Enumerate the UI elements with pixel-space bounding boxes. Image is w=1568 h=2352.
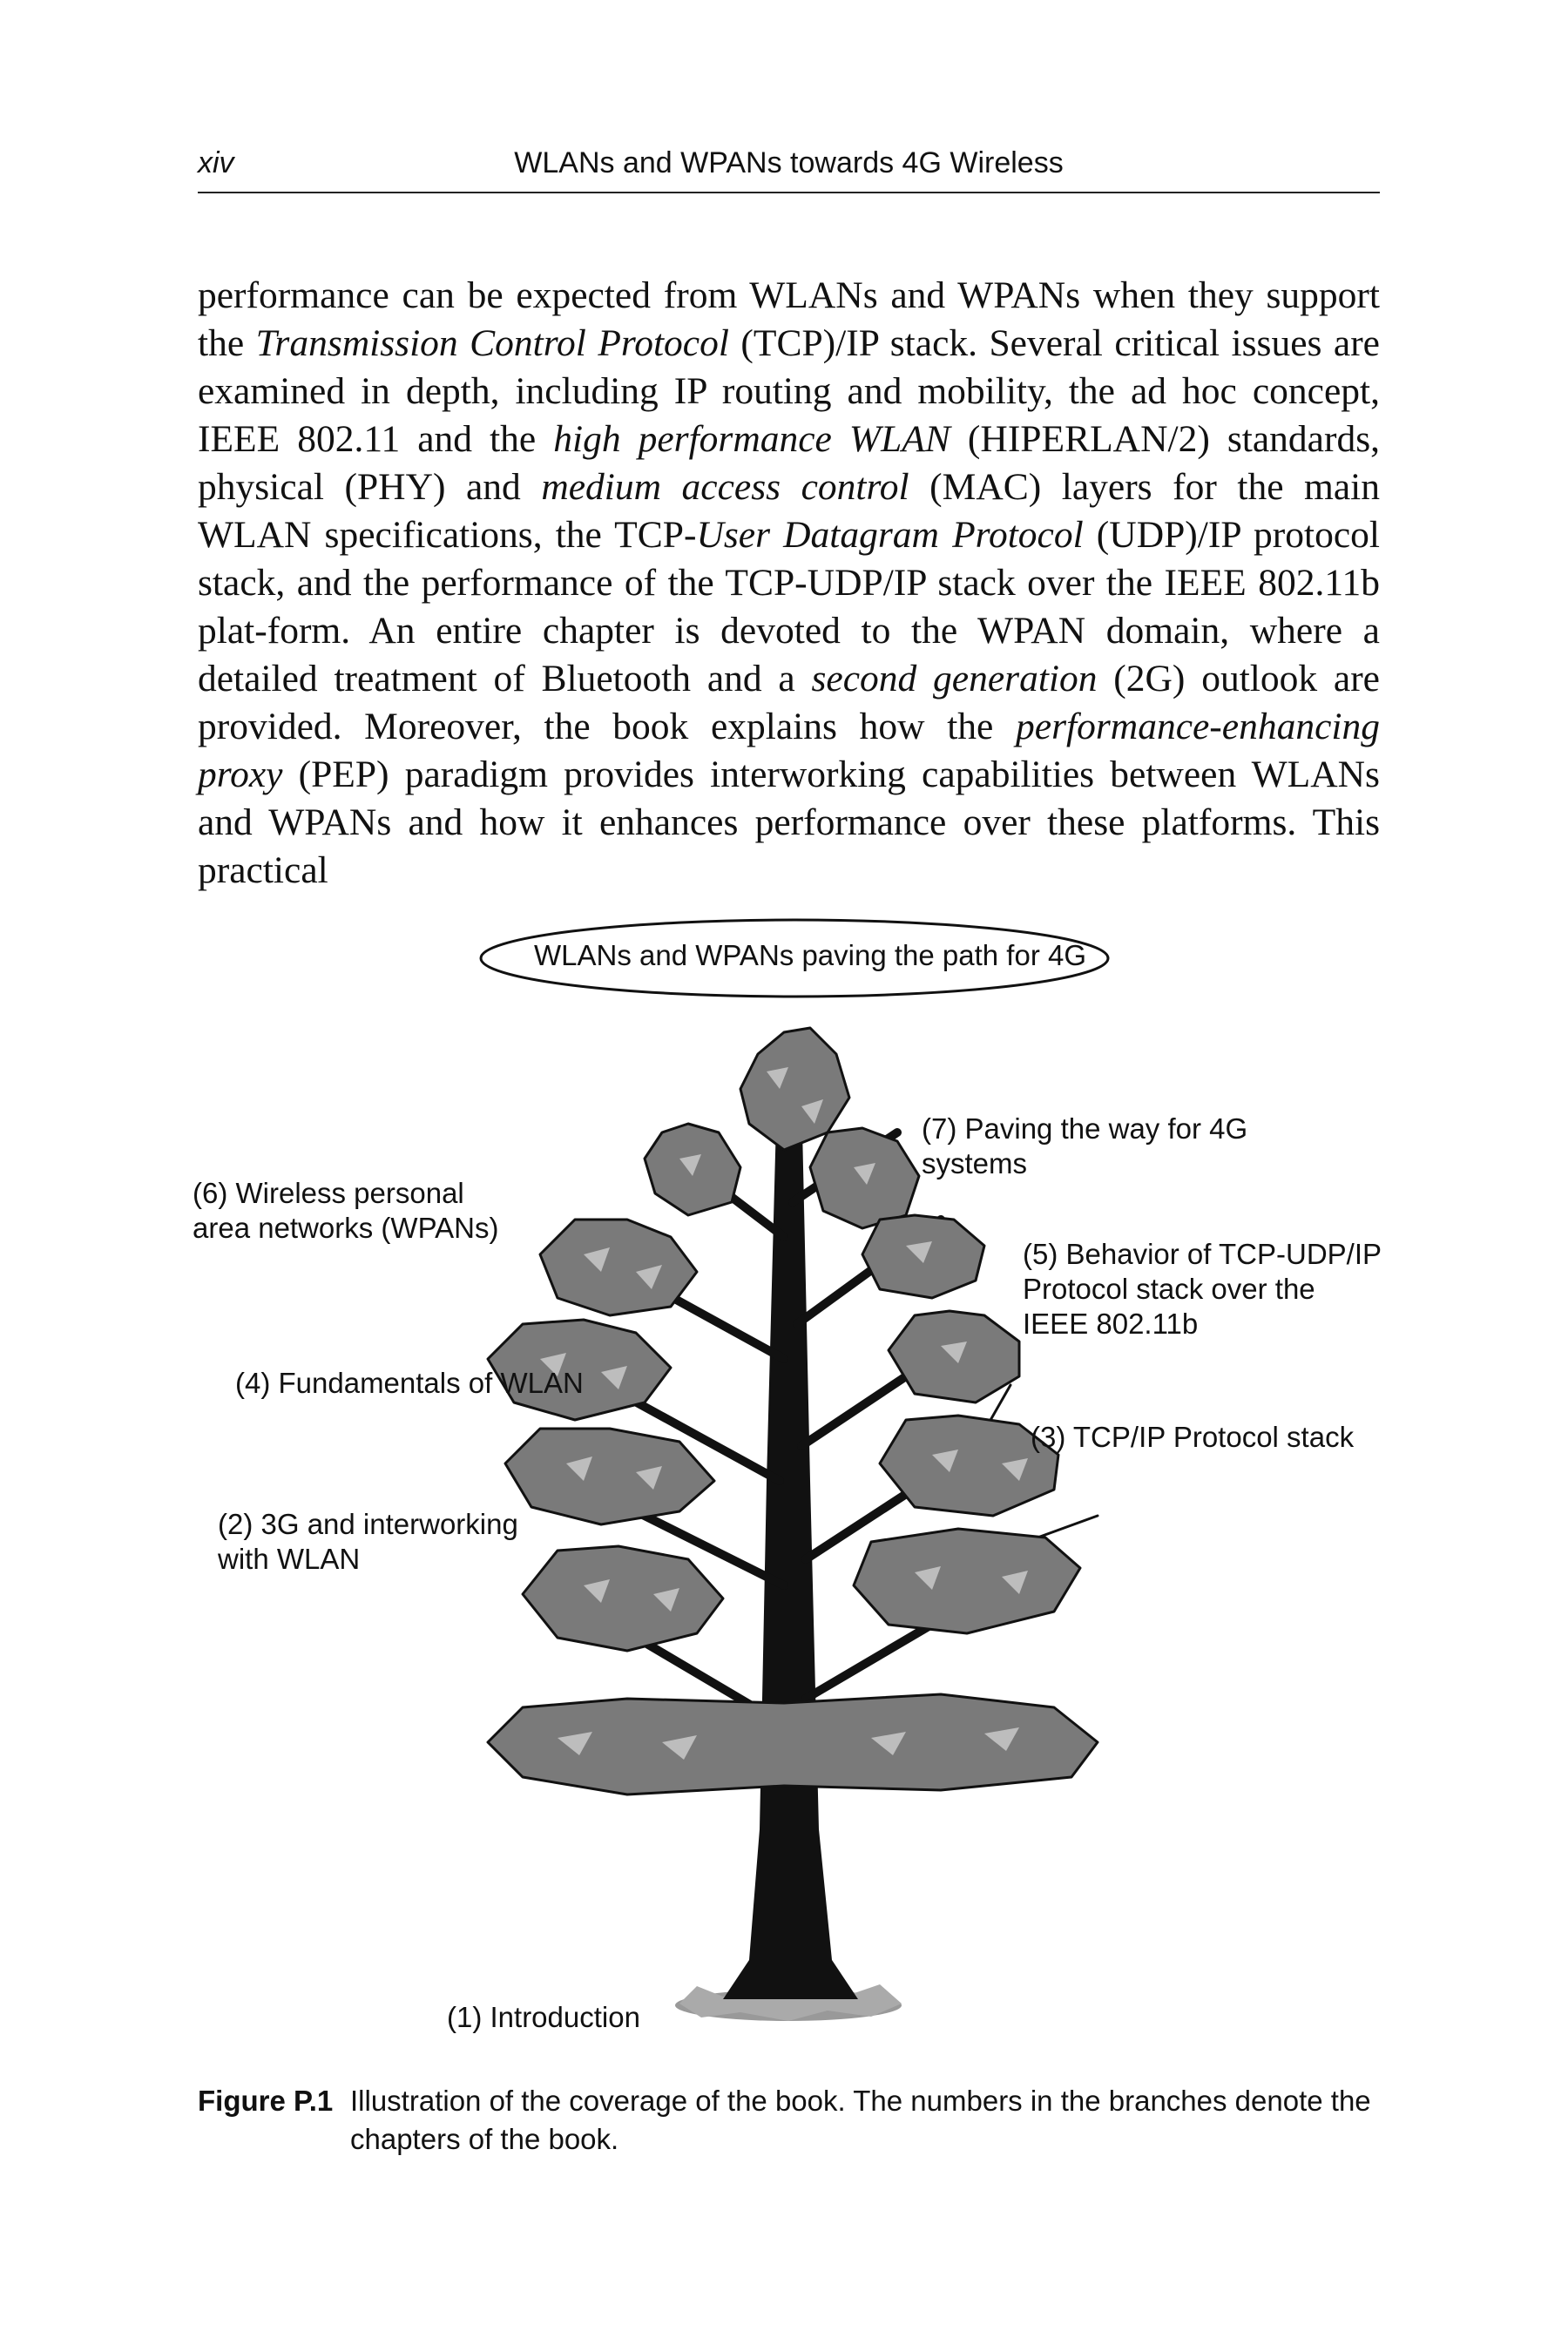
- italic-term: second generation: [811, 658, 1098, 700]
- branch-label-ch5: [1023, 1237, 1382, 1342]
- figure-title: WLANs and WPANs paving the path for 4G: [533, 939, 1086, 971]
- branch-label-ch7-line2: systems: [922, 1147, 1028, 1179]
- branch-label-ch5-line3: IEEE 802.11b: [1023, 1308, 1199, 1340]
- italic-term: high performance WLAN: [553, 418, 950, 460]
- italic-term: Transmission Control Protocol: [255, 322, 729, 364]
- branch-label-ch6: [193, 1176, 498, 1246]
- text-run: (HIPERLAN/2) standards, physical (PHY) and: [198, 418, 1380, 508]
- branch-label-ch2-line2: with WLAN: [218, 1543, 361, 1575]
- italic-term: performance-enhancing proxy: [198, 706, 1380, 795]
- italic-term: medium access control: [541, 466, 909, 508]
- page-number: xiv: [198, 146, 234, 179]
- branch-label-ch4: (4) Fundamentals of WLAN: [235, 1367, 584, 1399]
- branch-label-ch6-line2: area networks (WPANs): [193, 1212, 499, 1244]
- branch-label-ch5-line1: (5) Behavior of TCP-UDP/IP: [1023, 1238, 1382, 1270]
- caption-label: Figure P.1: [198, 2085, 334, 2117]
- figure-caption: [198, 2082, 1380, 2159]
- branch-label-ch1: (1) Introduction: [447, 2001, 640, 2033]
- branch-label-ch5-line2: Protocol stack over the: [1023, 1273, 1315, 1305]
- italic-term: User Datagram Protocol: [696, 514, 1084, 556]
- text-run: (TCP)/IP stack. Several critical issues are examined in depth, including IP routing and mobility, the ad hoc concept, IEEE 802.11 and the: [198, 322, 1380, 460]
- branch-label-ch3: (3) TCP/IP Protocol stack: [1031, 1421, 1355, 1453]
- text-run: performance can be expected from WLANs and WPANs when they support the: [198, 274, 1380, 364]
- branch-label-ch7-line1: (7) Paving the way for 4G: [922, 1112, 1248, 1145]
- text-run: (UDP)/IP protocol stack, and the performance of the TCP-UDP/IP stack over the IEEE 802.11b plat-form. An entire chapter is devoted to the WPAN domain, where a detailed treatment of Bluetooth and a: [198, 514, 1381, 700]
- branch-label-ch2: [218, 1507, 518, 1577]
- tree-trunk: [723, 1089, 858, 1999]
- text-run: (2G) outlook are provided. Moreover, the book explains how the: [198, 658, 1380, 747]
- branch-label-ch7: [922, 1112, 1247, 1181]
- branch-label-ch6-line1: (6) Wireless personal: [193, 1177, 464, 1209]
- running-title: WLANs and WPANs towards 4G Wireless: [514, 146, 1064, 179]
- branch-label-ch2-line1: (2) 3G and interworking: [218, 1508, 518, 1540]
- caption-text: Illustration of the coverage of the book. The numbers in the branches denote the chapters of the book.: [350, 2085, 1371, 2155]
- text-run: (PEP) paradigm provides interworking capabilities between WLANs and WPANs and how it enhances performance over these platforms. This practical: [198, 754, 1380, 891]
- text-run: (MAC) layers for the main WLAN specifications, the TCP-: [198, 466, 1380, 556]
